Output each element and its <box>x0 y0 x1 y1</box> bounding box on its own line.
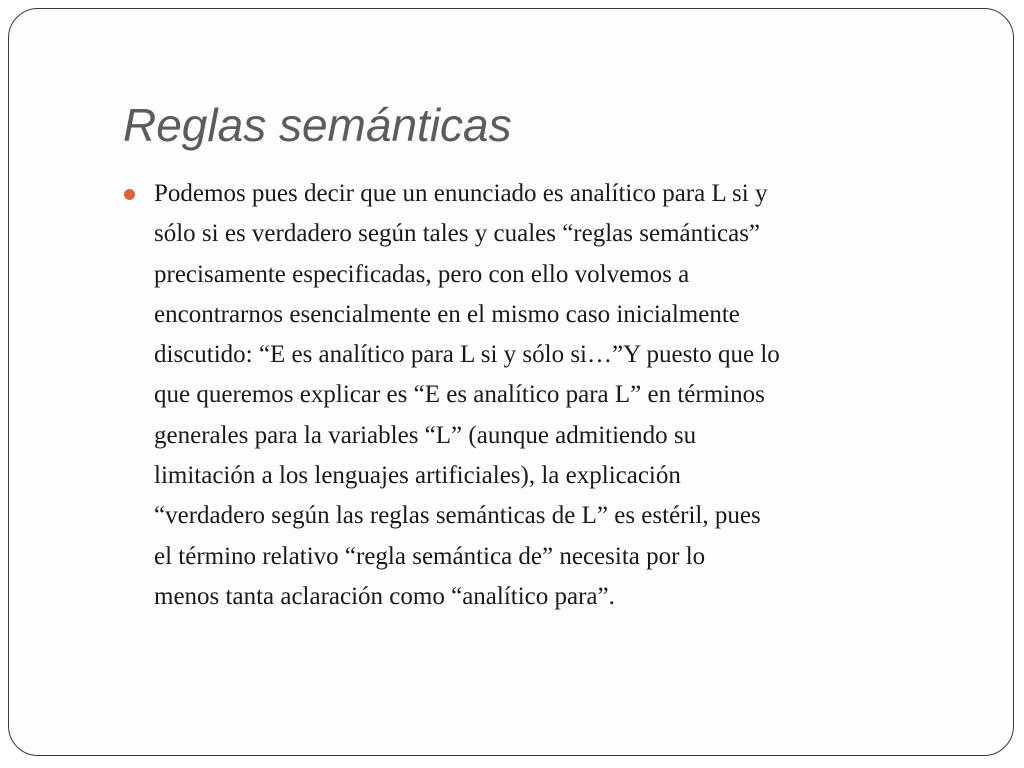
bullet-line: limitación a los lenguajes artificiales), la explicación <box>154 462 681 490</box>
bullet-line: Podemos pues decir que un enunciado es analítico para L si y <box>154 180 768 207</box>
bullet-line: el término relativo “regla semántica de” necesita por lo <box>154 542 706 570</box>
slide-body <box>123 174 963 617</box>
bullet-dot-icon <box>124 189 135 200</box>
bullet-line: menos tanta aclaración como “analítico para”. <box>154 582 615 610</box>
slide-title: Reglas semánticas <box>123 99 512 151</box>
bullet-line: generales para la variables “L” (aunque admitiendo su <box>154 421 697 449</box>
bullet-line: encontrarnos esencialmente en el mismo caso inicialmente <box>154 300 740 328</box>
bullet-line: que queremos explicar es “E es analítico para L” en términos <box>154 381 765 409</box>
slide-frame <box>8 8 1014 756</box>
bullet-line: discutido: “E es analítico para L si y sólo si…”Y puesto que lo <box>154 341 780 369</box>
bullet-line: “verdadero según las reglas semánticas de L” es estéril, pues <box>154 502 761 530</box>
bullet-line: precisamente especificadas, pero con ello volvemos a <box>154 260 690 288</box>
bullet-line: sólo si es verdadero según tales y cuales “reglas semánticas” <box>154 220 761 248</box>
bullet-text <box>154 174 963 617</box>
bullet-item <box>123 174 963 617</box>
